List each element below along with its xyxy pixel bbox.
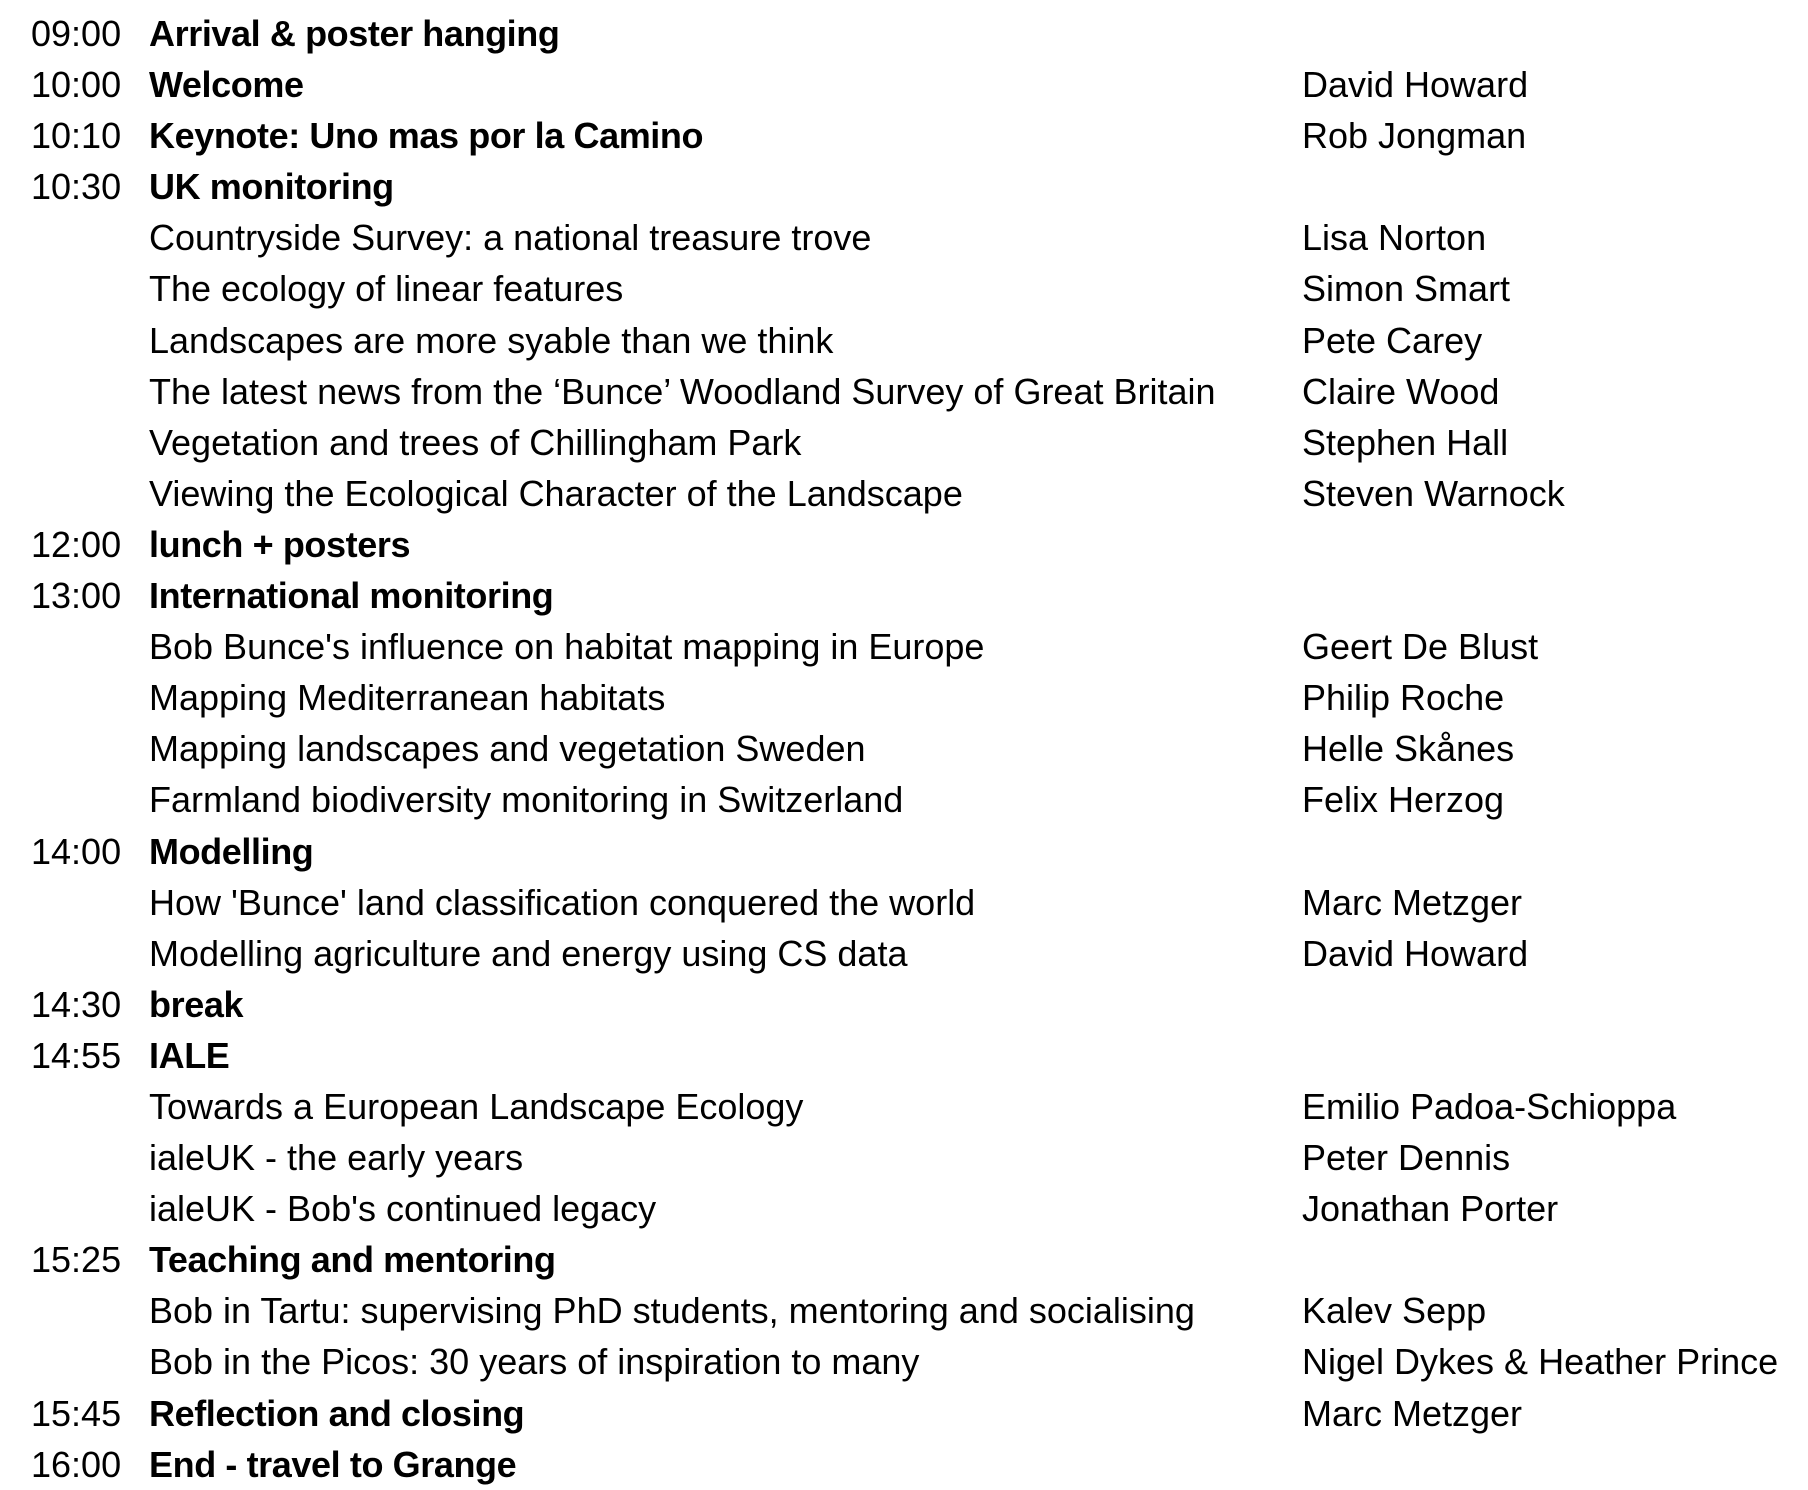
session-row — [0, 59, 1808, 110]
talk-row — [0, 774, 1808, 825]
talk-title: Farmland biodiversity monitoring in Switzerland — [149, 779, 904, 821]
talk-row — [0, 1336, 1808, 1387]
session-row — [0, 979, 1808, 1030]
speaker-name: Philip Roche — [1302, 677, 1505, 719]
talk-title: ialeUK - Bob's continued legacy — [149, 1188, 657, 1230]
talk-title: Countryside Survey: a national treasure trove — [149, 217, 872, 259]
time-slot: 16:00 — [31, 1443, 122, 1485]
speaker-name: Felix Herzog — [1302, 779, 1505, 821]
session-title: lunch + posters — [149, 523, 411, 565]
session-row — [0, 8, 1808, 59]
time-slot: 14:30 — [31, 983, 122, 1025]
time-slot: 15:45 — [31, 1392, 122, 1434]
time-slot: 09:00 — [31, 13, 122, 54]
talk-title: Modelling agriculture and energy using CS data — [149, 932, 908, 974]
talk-row — [0, 366, 1808, 417]
talk-row — [0, 263, 1808, 314]
talk-title: The ecology of linear features — [149, 268, 624, 310]
session-title: Welcome — [149, 64, 304, 106]
session-title: Reflection and closing — [149, 1392, 525, 1434]
talk-title: ialeUK - the early years — [149, 1137, 524, 1179]
talk-title: Bob in Tartu: supervising PhD students, mentoring and socialising — [149, 1290, 1195, 1332]
speaker-name: Simon Smart — [1302, 268, 1511, 310]
session-row — [0, 826, 1808, 877]
time-slot: 14:55 — [31, 1034, 122, 1076]
speaker-name: David Howard — [1302, 932, 1529, 974]
talk-title: Bob in the Picos: 30 years of inspiration to many — [149, 1341, 920, 1383]
session-row — [0, 1030, 1808, 1081]
session-title: UK monitoring — [149, 166, 394, 208]
session-row — [0, 519, 1808, 570]
speaker-name: Stephen Hall — [1302, 421, 1509, 463]
talk-row — [0, 468, 1808, 519]
speaker-name: Steven Warnock — [1302, 472, 1565, 514]
talk-row — [0, 1183, 1808, 1234]
session-row — [0, 1439, 1808, 1490]
speaker-name: Jonathan Porter — [1302, 1188, 1559, 1230]
speaker-name: Rob Jongman — [1302, 115, 1527, 157]
time-slot: 13:00 — [31, 575, 122, 617]
session-title: End - travel to Grange — [149, 1443, 517, 1485]
talk-title: The latest news from the ‘Bunce’ Woodland Survey of Great Britain — [149, 370, 1216, 412]
talk-row — [0, 672, 1808, 723]
talk-title: How 'Bunce' land classification conquered the world — [149, 881, 976, 923]
session-row — [0, 110, 1808, 161]
speaker-name: Pete Carey — [1302, 319, 1483, 361]
time-slot: 10:00 — [31, 64, 122, 106]
speaker-name: Nigel Dykes & Heather Prince — [1302, 1341, 1779, 1383]
speaker-name: Geert De Blust — [1302, 626, 1539, 668]
talk-row — [0, 417, 1808, 468]
speaker-name: Kalev Sepp — [1302, 1290, 1487, 1332]
talk-row — [0, 315, 1808, 366]
talk-title: Towards a European Landscape Ecology — [149, 1085, 804, 1127]
time-slot: 14:00 — [31, 830, 122, 872]
speaker-name: Marc Metzger — [1302, 1392, 1523, 1434]
talk-title: Bob Bunce's influence on habitat mapping in Europe — [149, 626, 985, 668]
speaker-name: David Howard — [1302, 64, 1529, 106]
session-title: Arrival & poster hanging — [149, 13, 560, 54]
talk-title: Vegetation and trees of Chillingham Park — [149, 421, 802, 463]
talk-row — [0, 1285, 1808, 1336]
talk-title: Mapping landscapes and vegetation Sweden — [149, 728, 866, 770]
speaker-name: Emilio Padoa-Schioppa — [1302, 1085, 1677, 1127]
session-row — [0, 1388, 1808, 1439]
session-title: International monitoring — [149, 575, 554, 617]
programme-schedule — [0, 8, 1808, 1490]
talk-title: Viewing the Ecological Character of the Landscape — [149, 472, 963, 514]
session-row — [0, 161, 1808, 212]
speaker-name: Helle Skånes — [1302, 728, 1515, 770]
talk-row — [0, 1081, 1808, 1132]
talk-row — [0, 212, 1808, 263]
session-title: break — [149, 983, 244, 1025]
talk-row — [0, 1132, 1808, 1183]
time-slot: 10:30 — [31, 166, 122, 208]
time-slot: 12:00 — [31, 523, 122, 565]
talk-row — [0, 928, 1808, 979]
time-slot: 10:10 — [31, 115, 122, 157]
session-row — [0, 570, 1808, 621]
session-row — [0, 1234, 1808, 1285]
talk-title: Mapping Mediterranean habitats — [149, 677, 666, 719]
speaker-name: Marc Metzger — [1302, 881, 1523, 923]
speaker-name: Lisa Norton — [1302, 217, 1487, 259]
time-slot: 15:25 — [31, 1239, 122, 1281]
talk-title: Landscapes are more syable than we think — [149, 319, 834, 361]
speaker-name: Peter Dennis — [1302, 1137, 1511, 1179]
session-title: Modelling — [149, 830, 314, 872]
talk-row — [0, 723, 1808, 774]
talk-row — [0, 877, 1808, 928]
session-title: Keynote: Uno mas por la Camino — [149, 115, 704, 157]
session-title: Teaching and mentoring — [149, 1239, 556, 1281]
talk-row — [0, 621, 1808, 672]
session-title: IALE — [149, 1034, 230, 1076]
speaker-name: Claire Wood — [1302, 370, 1500, 412]
